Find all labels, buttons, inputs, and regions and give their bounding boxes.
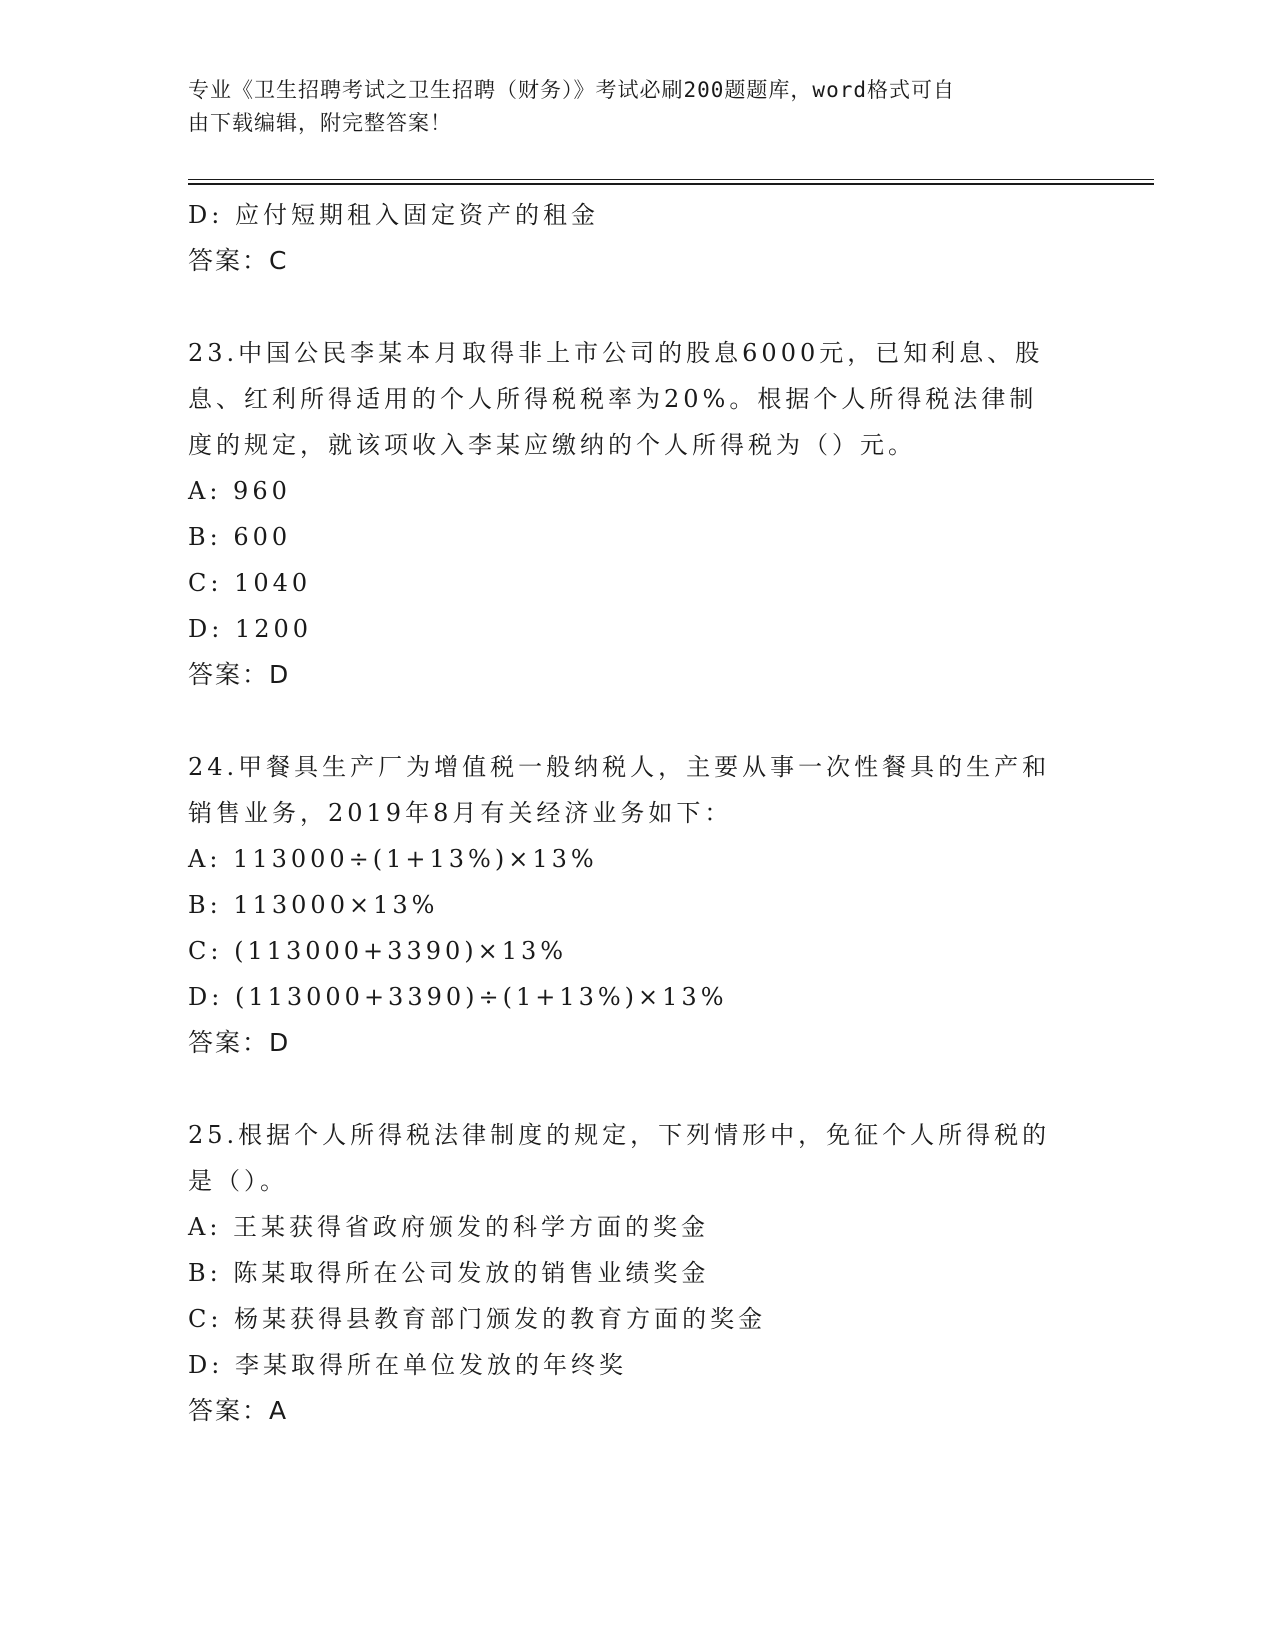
- option-d: D: 应付短期租入固定资产的租金: [188, 201, 599, 229]
- question-text-line: 25.根据个人所得税法律制度的规定，下列情形中，免征个人所得税的: [188, 1121, 1051, 1149]
- question-text-line: 度的规定，就该项收入李某应缴纳的个人所得税为（）元。: [188, 431, 916, 459]
- header-divider-thin: [188, 179, 1154, 180]
- option-a: A: 960: [188, 477, 291, 505]
- question-22-fragment: [188, 192, 1088, 284]
- question-list: [188, 192, 1088, 1434]
- option-c: C: 1040: [188, 569, 312, 597]
- question-text-line: 是（）。: [188, 1167, 288, 1195]
- answer: 答案：D: [188, 1028, 291, 1057]
- option-b: B: 陈某取得所在公司发放的销售业绩奖金: [188, 1259, 710, 1287]
- question-25: [188, 1112, 1088, 1434]
- header-line-1: 专业《卫生招聘考试之卫生招聘（财务）》考试必刷200题题库，word格式可自: [188, 78, 955, 102]
- option-a: A: 王某获得省政府颁发的科学方面的奖金: [188, 1213, 710, 1241]
- option-d: D: (113000+3390)÷(1+13%)×13%: [188, 983, 728, 1011]
- spacer: [188, 1066, 1088, 1112]
- question-23: [188, 330, 1088, 698]
- question-text-line: 24.甲餐具生产厂为增值税一般纳税人，主要从事一次性餐具的生产和: [188, 753, 1051, 781]
- option-d: D: 李某取得所在单位发放的年终奖: [188, 1351, 627, 1379]
- option-a: A: 113000÷(1+13%)×13%: [188, 845, 598, 873]
- question-text-line: 销售业务，2019年8月有关经济业务如下：: [188, 799, 733, 827]
- question-text-line: 息、红利所得适用的个人所得税税率为20%。根据个人所得税法律制: [188, 385, 1038, 413]
- header-line-2: 由下载编辑，附完整答案！: [188, 111, 452, 135]
- option-c: C: 杨某获得县教育部门颁发的教育方面的奖金: [188, 1305, 767, 1333]
- answer: 答案：A: [188, 1396, 289, 1425]
- option-c: C: (113000+3390)×13%: [188, 937, 568, 965]
- option-b: B: 113000×13%: [188, 891, 439, 919]
- spacer: [188, 284, 1088, 330]
- question-text-line: 23.中国公民李某本月取得非上市公司的股息6000元，已知利息、股: [188, 339, 1044, 367]
- option-b: B: 600: [188, 523, 292, 551]
- page-header: [188, 74, 1068, 140]
- answer: 答案：D: [188, 660, 291, 689]
- option-d: D: 1200: [188, 615, 313, 643]
- question-24: [188, 744, 1088, 1066]
- answer: 答案：C: [188, 246, 289, 275]
- spacer: [188, 698, 1088, 744]
- header-divider-thick: [188, 183, 1154, 185]
